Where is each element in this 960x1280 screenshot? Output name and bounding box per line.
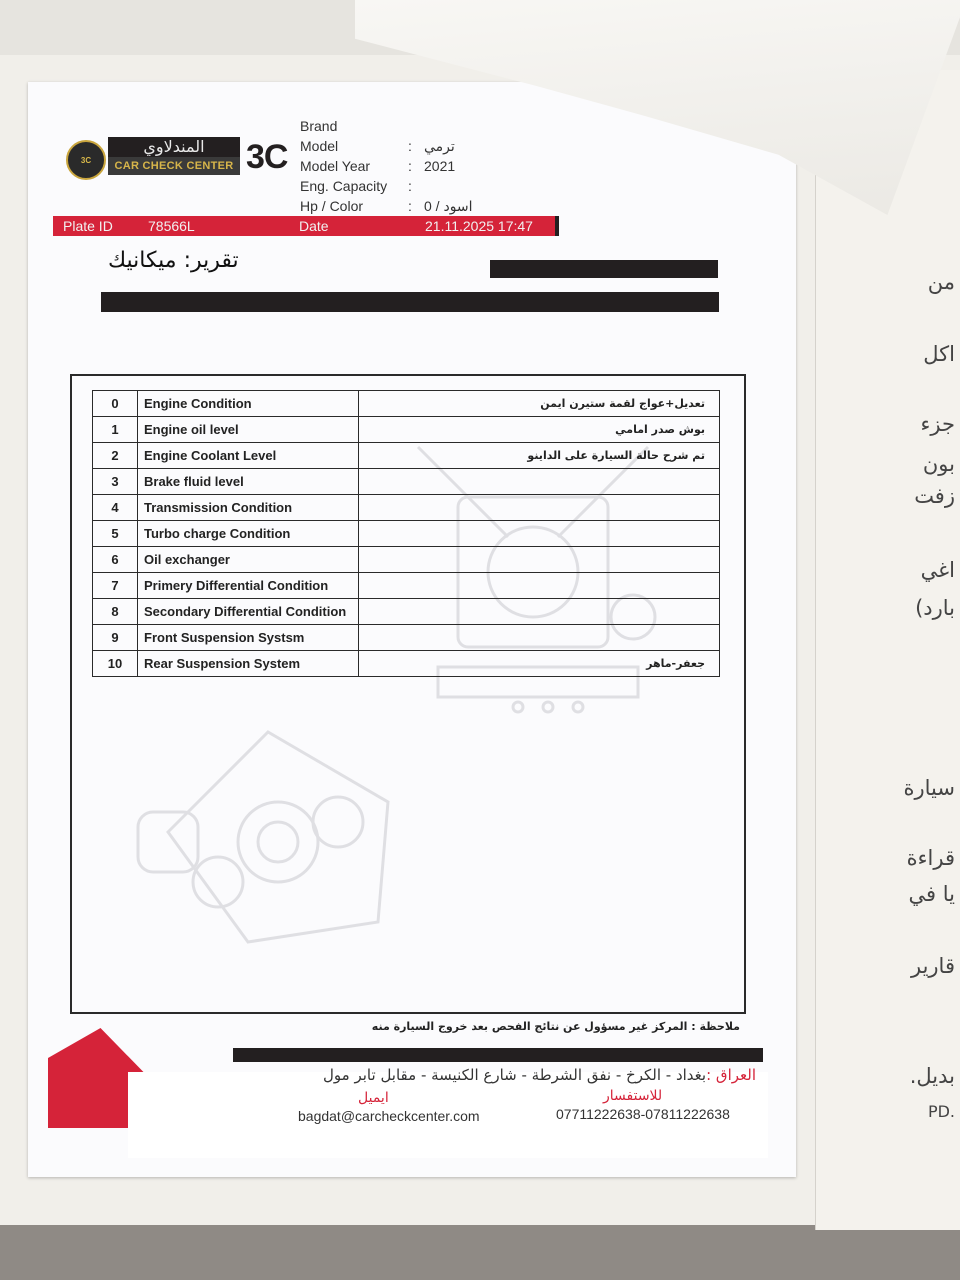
row-item: Secondary Differential Condition xyxy=(138,599,359,625)
row-item: Rear Suspension System xyxy=(138,651,359,677)
side-text: بديل. xyxy=(909,1064,955,1088)
row-item: Primery Differential Condition xyxy=(138,573,359,599)
row-number: 3 xyxy=(93,469,138,495)
info-label: Model Year xyxy=(300,158,371,174)
info-separators: : : : : xyxy=(408,138,412,214)
row-number: 9 xyxy=(93,625,138,651)
row-number: 0 xyxy=(93,391,138,417)
info-value xyxy=(424,176,473,196)
side-text: بون xyxy=(922,452,955,476)
info-value xyxy=(424,116,473,136)
table-row xyxy=(93,599,720,625)
phone-numbers[interactable]: 07711222638-07811222638 xyxy=(556,1106,730,1122)
table-row xyxy=(93,573,720,599)
side-text: بارد) xyxy=(915,596,955,620)
address-line xyxy=(323,1066,756,1084)
decor-stripe xyxy=(490,260,718,278)
vehicle-info-values xyxy=(424,116,473,216)
row-number: 4 xyxy=(93,495,138,521)
info-label: Eng. Capacity xyxy=(300,178,388,194)
row-note: جعفر-ماهر xyxy=(359,651,720,677)
table-row xyxy=(93,469,720,495)
side-text: قراءة xyxy=(906,846,955,870)
email-label: ايميل xyxy=(358,1090,389,1106)
row-note xyxy=(359,547,720,573)
row-note xyxy=(359,625,720,651)
plate-value: 78566L xyxy=(148,218,195,234)
info-value: 0 / اسود xyxy=(424,198,473,214)
info-label: Hp / Color xyxy=(300,198,364,214)
address-text: بغداد - الكرخ - نفق الشرطة - شارع الكنيسة - مقابل تابر مول xyxy=(323,1066,707,1084)
row-number: 2 xyxy=(93,443,138,469)
phone-label: للاستفسار xyxy=(603,1088,663,1104)
logo-badge-icon: 3C xyxy=(66,140,106,180)
side-text: اكل xyxy=(923,342,955,366)
footer-stripe xyxy=(233,1048,763,1062)
email-address[interactable]: bagdat@carcheckcenter.com xyxy=(298,1108,480,1124)
plate-date-bar xyxy=(53,216,555,236)
report-title: تقرير: ميكانيك xyxy=(108,248,239,273)
row-item: Oil exchanger xyxy=(138,547,359,573)
decor-stripe xyxy=(101,292,719,312)
row-item: Transmission Condition xyxy=(138,495,359,521)
row-item: Brake fluid level xyxy=(138,469,359,495)
info-value: 2021 xyxy=(424,158,456,174)
row-note: بوش صدر امامي xyxy=(359,417,720,443)
row-number: 6 xyxy=(93,547,138,573)
table-row xyxy=(93,417,720,443)
row-note xyxy=(359,469,720,495)
adjacent-page xyxy=(815,70,960,1230)
row-number: 1 xyxy=(93,417,138,443)
row-note xyxy=(359,495,720,521)
bar-divider xyxy=(555,216,559,236)
brand-logo xyxy=(108,137,240,177)
table-row xyxy=(93,651,720,677)
row-number: 8 xyxy=(93,599,138,625)
transmission-watermark-icon xyxy=(128,692,418,962)
row-number: 10 xyxy=(93,651,138,677)
disclaimer-note: ملاحظة : المركز غير مسؤول عن نتائج الفحص بعد خروج السيارة منه xyxy=(371,1020,740,1033)
date-value: 21.11.2025 17:47 xyxy=(425,218,533,234)
date-label: Date xyxy=(299,218,329,234)
side-text: اغي xyxy=(920,558,955,582)
row-note xyxy=(359,573,720,599)
table-row xyxy=(93,547,720,573)
table-row xyxy=(93,495,720,521)
table-row xyxy=(93,391,720,417)
country-label: العراق : xyxy=(706,1066,756,1084)
table-row xyxy=(93,521,720,547)
row-note: تعديل+عواج لقمة ستيرن ايمن xyxy=(359,391,720,417)
plate-label: Plate ID xyxy=(63,218,113,234)
side-text: يا في xyxy=(908,882,955,906)
info-label: Brand xyxy=(300,118,338,134)
row-item: Engine Condition xyxy=(138,391,359,417)
brand-english-name: CAR CHECK CENTER xyxy=(108,157,240,175)
floor-background xyxy=(0,1225,960,1280)
brand-mark: 3C xyxy=(246,138,288,176)
vehicle-info-labels xyxy=(300,116,387,216)
row-number: 5 xyxy=(93,521,138,547)
info-value: ترمي xyxy=(424,138,455,154)
side-text: .PD xyxy=(927,1102,955,1121)
side-text: جزء xyxy=(920,412,955,436)
row-item: Front Suspension Systsm xyxy=(138,625,359,651)
table-row xyxy=(93,443,720,469)
row-item: Turbo charge Condition xyxy=(138,521,359,547)
row-note: تم شرح حالة السيارة على الداينو xyxy=(359,443,720,469)
inspection-table xyxy=(92,390,720,677)
table-row xyxy=(93,625,720,651)
info-label: Model xyxy=(300,138,339,154)
side-text: من xyxy=(927,270,955,294)
report-page xyxy=(28,82,796,1177)
side-text: سيارة xyxy=(903,776,955,800)
row-note xyxy=(359,599,720,625)
row-number: 7 xyxy=(93,573,138,599)
row-item: Engine oil level xyxy=(138,417,359,443)
side-text: قارير xyxy=(910,954,955,978)
side-text: زفت xyxy=(914,484,955,508)
row-item: Engine Coolant Level xyxy=(138,443,359,469)
brand-arabic-name: المندلاوي xyxy=(108,137,240,157)
row-note xyxy=(359,521,720,547)
